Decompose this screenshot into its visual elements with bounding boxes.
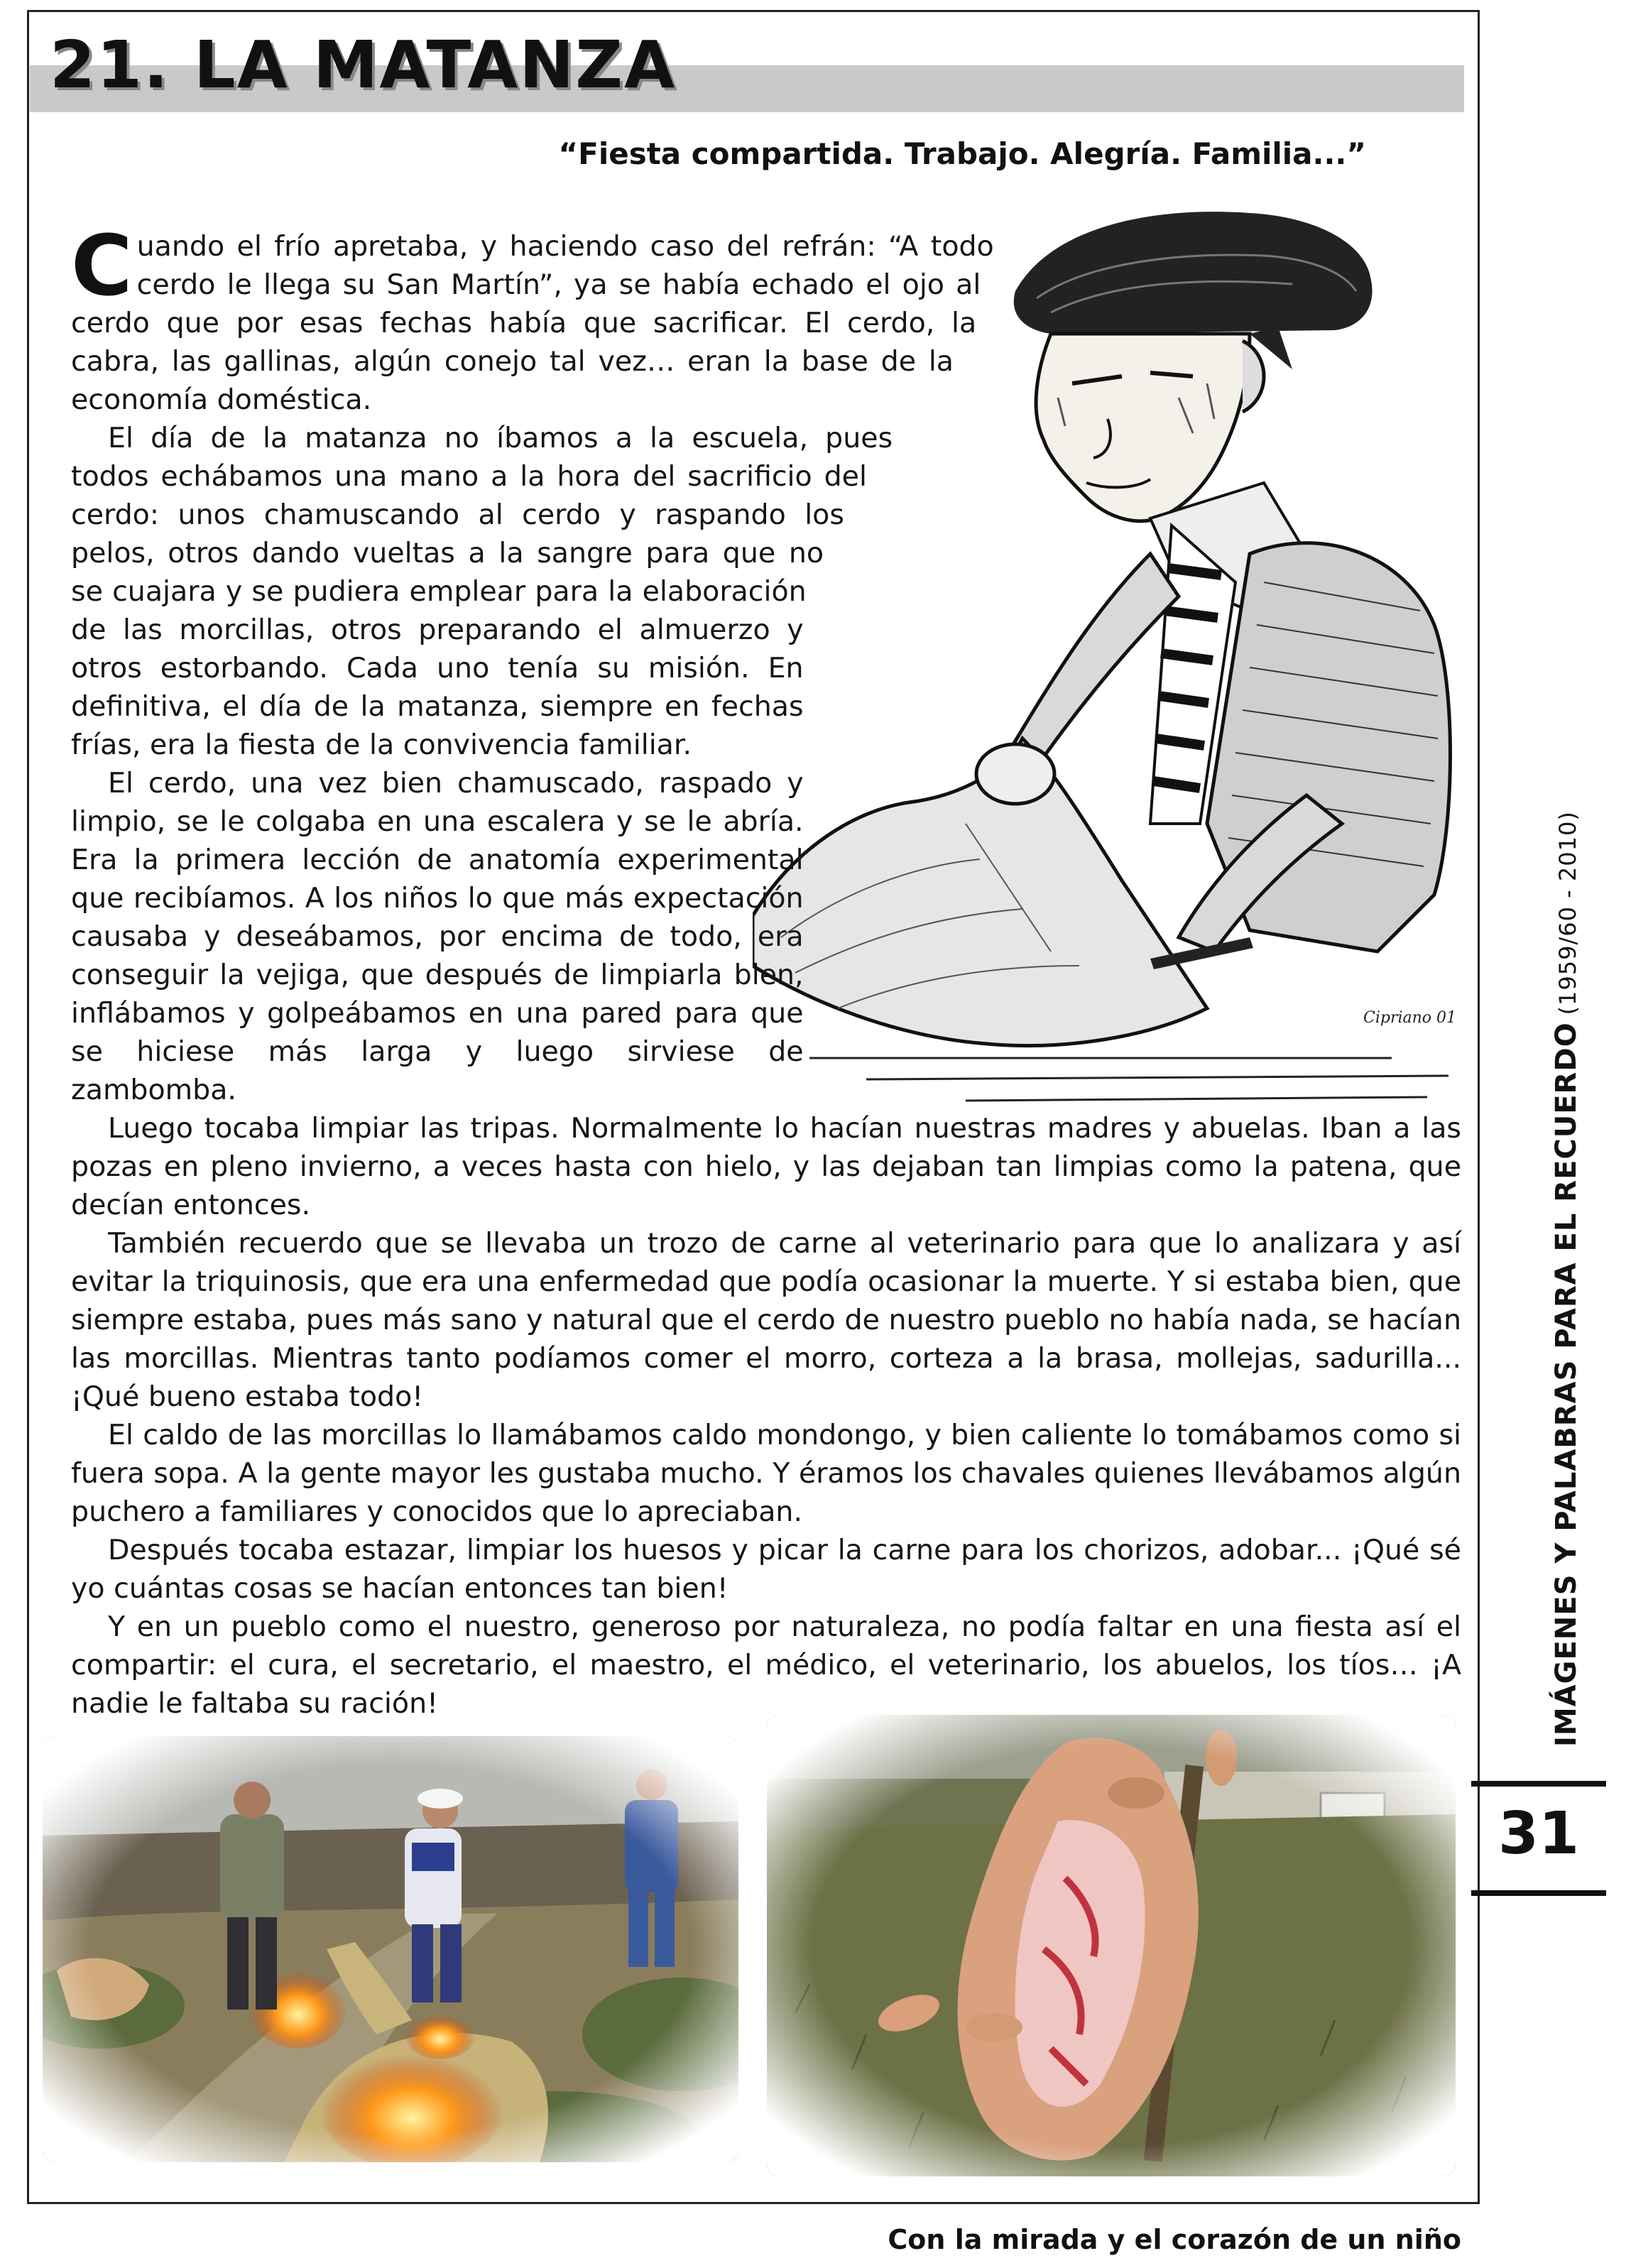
article-body	[71, 217, 1461, 1723]
illustration-signature: Cipriano 01	[1363, 1009, 1457, 1027]
article-paragraph: Cuando el frío apretaba, y haciendo caso del refrán: “A todo cerdo le llega su San Martín”, ya se había echado el ojo al cerdo que por esas fechas había que sacrificar. El cerdo, la cabra, las gallinas, algún conejo tal vez… eran la base de la economía doméstica.	[71, 217, 994, 416]
article-paragraph: Después tocaba estazar, limpiar los huesos y picar la carne para los chorizos, adobar... ¡Qué sé yo cuántas cosas se hacían entonces tan bien!	[71, 1534, 1461, 1605]
drop-cap: C	[71, 217, 133, 315]
chapter-quote: “Fiesta compartida. Trabajo. Alegría. Familia...”	[558, 136, 1366, 171]
straw-burning-photo	[43, 1736, 738, 2162]
article-paragraph: Y en un pueblo como el nuestro, generoso por naturaleza, no podía faltar en una fiesta así el compartir: el cura, el secretario, el maestro, el médico, el veterinario, los abuelos, los tíos… ¡A nadie le faltaba su ración!	[71, 1610, 1461, 1720]
hanging-pig-photo	[767, 1715, 1456, 2176]
page-number: 31	[1498, 1800, 1580, 1868]
page-number-bottom-rule	[1471, 1890, 1606, 1896]
chapter-title: 21. LA MATANZA	[50, 27, 677, 103]
article-paragraph: También recuerdo que se llevaba un trozo de carne al veterinario para que lo analizara y así evitar la triquinosis, que era una enfermedad que podía ocasionar la muerte. Y si estaba bien, que siempre estaba, pues más sano y natural que el cerdo de nuestro pueblo no había nada, se hacían las morcillas. Mientras tanto podíamos comer el morro, corteza a la brasa, mollejas, sadurilla... ¡Qué bueno estaba todo!	[71, 1227, 1461, 1413]
book-series-label: IMÁGENES Y PALABRAS PARA EL RECUERDO(1959/60 - 2010)	[1550, 811, 1583, 1747]
page-number-top-rule	[1471, 1781, 1606, 1787]
article-paragraph: El cerdo, una vez bien chamuscado, raspado y limpio, se le colgaba en una escalera y se le abría. Era la primera lección de anatomía experimental que recibíamos. A los niños lo que más expectación causaba y deseábamos, por encima de todo, era conseguir la vejiga, que después de limpiarla bien, inflábamos y golpeábamos en una pared para que se hiciese más larga y luego sirviese de zambomba.	[71, 767, 804, 1106]
article-paragraph: El día de la matanza no íbamos a la escuela, pues todos echábamos una mano a la hora del sacrificio del cerdo: unos chamuscando al cerdo y raspando los pelos, otros dando vueltas a la sangre para que no se cuajara y se pudiera emplear para la elaboración de las morcillas, otros preparando el almuerzo y otros estorbando. Cada uno tenía su misión. En definitiva, el día de la matanza, siempre en fechas frías, era la fiesta de la convivencia familiar.	[71, 422, 893, 761]
article-paragraph: Luego tocaba limpiar las tripas. Normalmente lo hacían nuestras madres y abuelas. Iban a las pozas en pleno invierno, a veces hasta con hielo, y las dejaban tan limpias como la patena, que decían entonces.	[71, 1112, 1461, 1221]
footer-tagline: Con la mirada y el corazón de un niño	[888, 2224, 1461, 2255]
article-paragraph: El caldo de las morcillas lo llamábamos caldo mondongo, y bien caliente lo tomábamos como si fuera sopa. A la gente mayor les gustaba mucho. Y éramos los chavales quienes llevábamos algún puchero a familiares y conocidos que lo apreciaban.	[71, 1419, 1461, 1528]
